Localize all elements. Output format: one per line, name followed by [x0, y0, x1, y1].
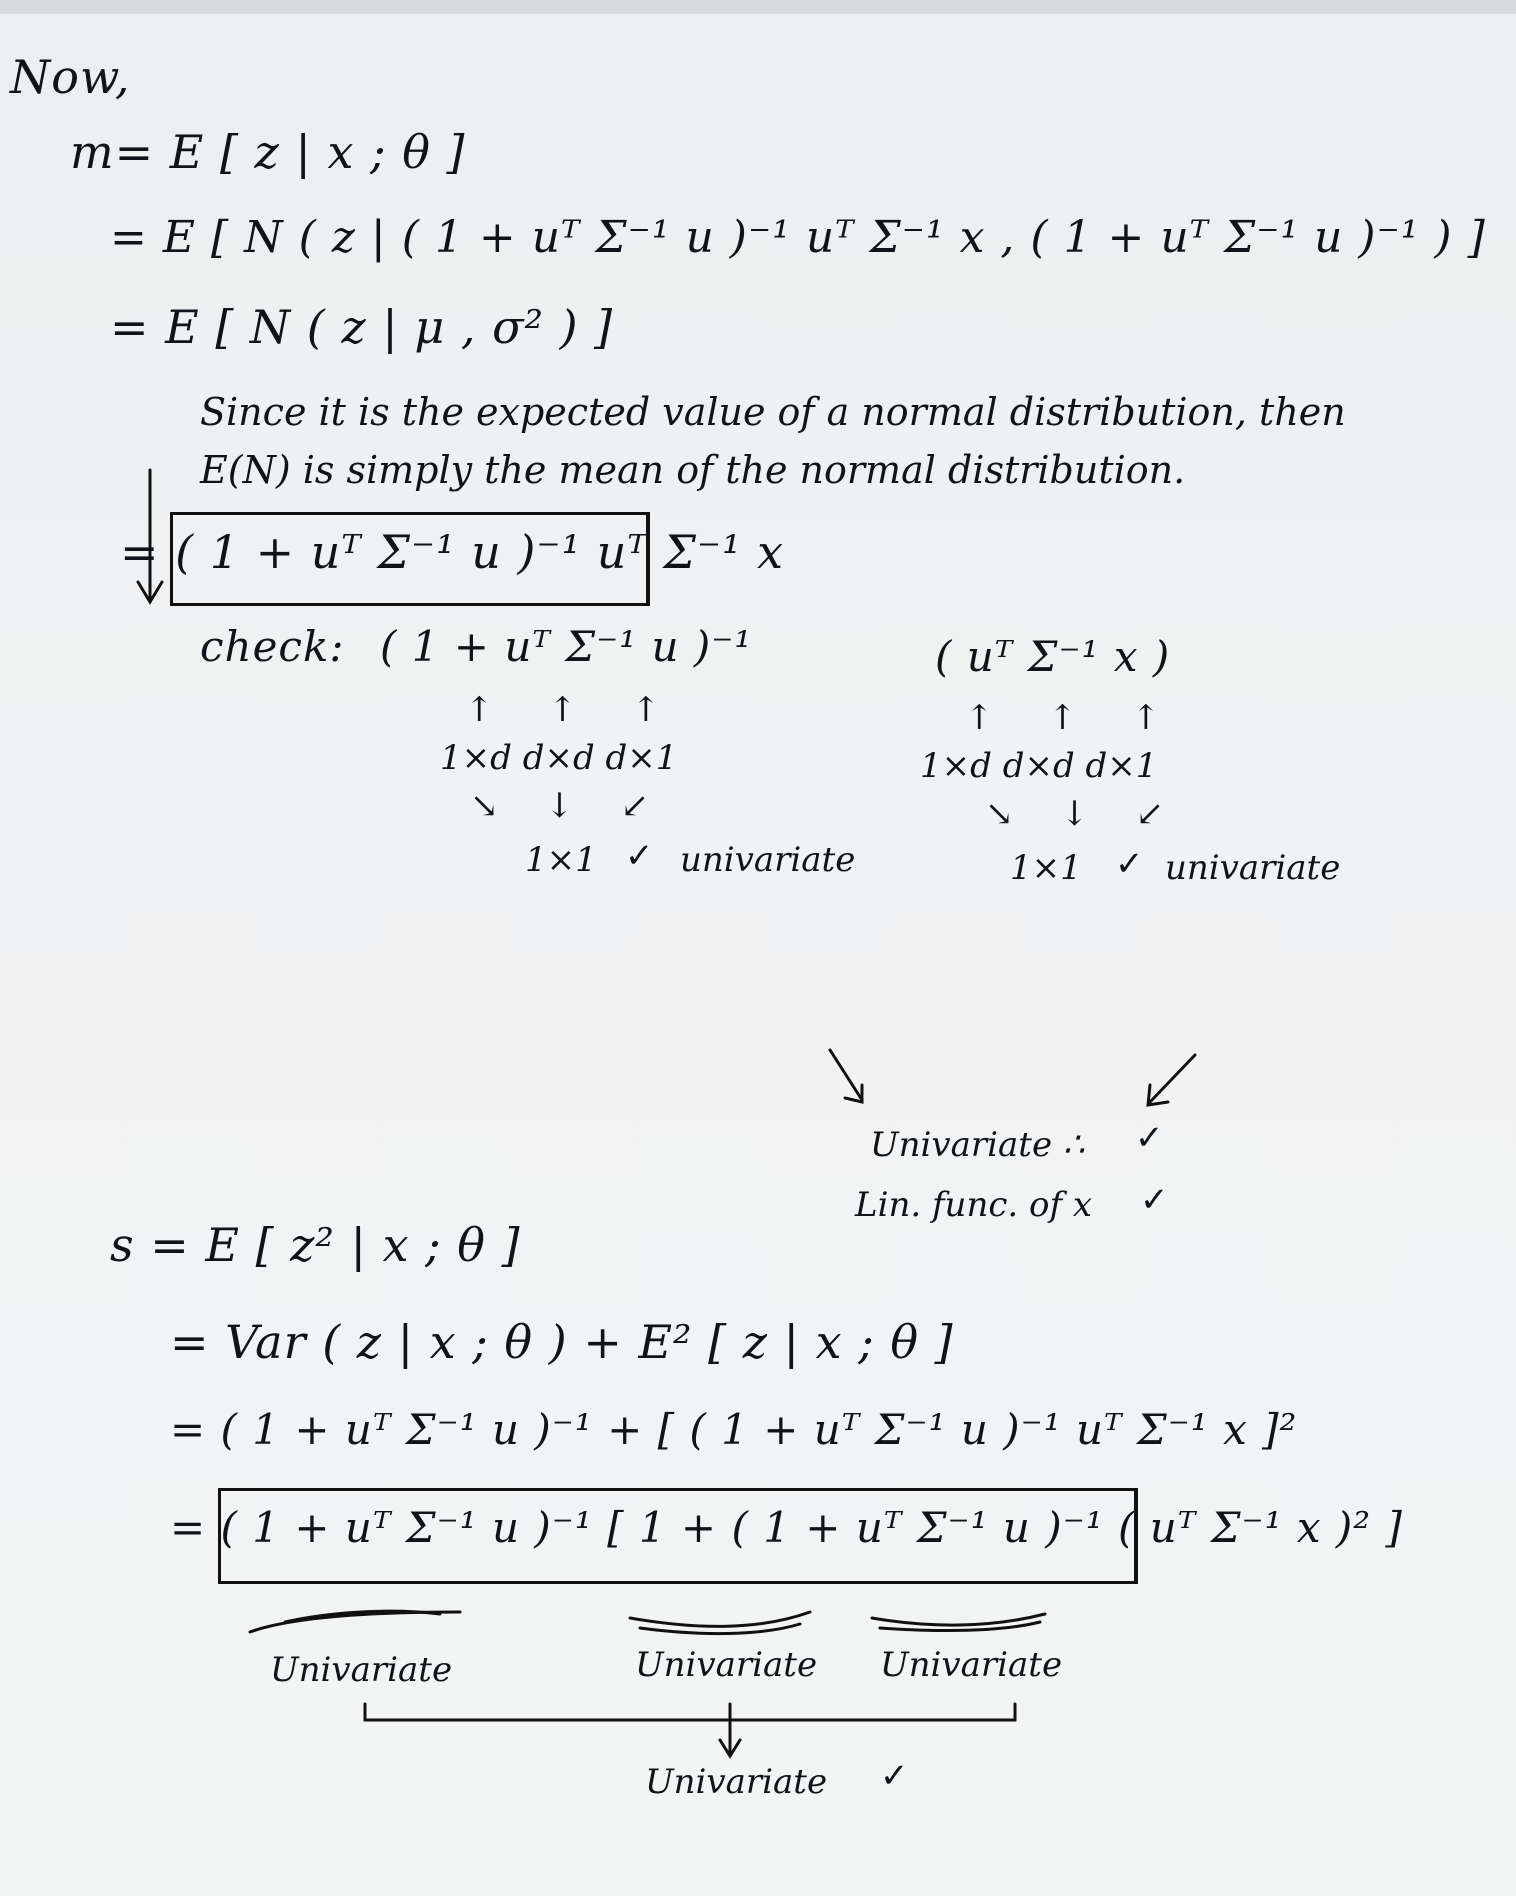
m-definition: m= E [ z | x ; θ ] — [70, 125, 466, 179]
label-univariate-3: Univariate — [880, 1645, 1063, 1685]
conclusion-univariate: Univariate ∴ — [870, 1125, 1085, 1165]
check-right-result: 1×1 — [1010, 848, 1082, 888]
label-univariate-1: Univariate — [270, 1650, 453, 1690]
check-left-check-icon: ✓ — [625, 836, 654, 876]
check-right-expression: ( uᵀ Σ⁻¹ x ) — [935, 632, 1171, 681]
check-left-arrows-up: ↑ ↑ ↑ — [465, 690, 683, 730]
m-boxed-result: = ( 1 + uᵀ Σ⁻¹ u )⁻¹ uᵀ Σ⁻¹ x — [120, 525, 785, 579]
check-label: check: — [200, 622, 345, 671]
s-step-variance: = Var ( z | x ; θ ) + E² [ z | x ; θ ] — [170, 1315, 954, 1369]
m-step-normal-form: = E [ N ( z | ( 1 + uᵀ Σ⁻¹ u )⁻¹ uᵀ Σ⁻¹ x , ( 1 + uᵀ Σ⁻¹ u )⁻¹ ) ] — [110, 212, 1486, 263]
brace-tilde-3 — [872, 1614, 1045, 1625]
check-left-expression: ( 1 + uᵀ Σ⁻¹ u )⁻¹ — [380, 622, 753, 671]
brace-tilde-1 — [250, 1612, 460, 1632]
m-step-mu-sigma: = E [ N ( z | μ , σ² ) ] — [110, 300, 614, 354]
conclusion-univariate-check-icon: ✓ — [1135, 1118, 1164, 1158]
check-left-verdict: univariate — [680, 840, 856, 880]
s-definition: s = E [ z² | x ; θ ] — [110, 1218, 521, 1272]
final-univariate-label: Univariate — [645, 1762, 828, 1802]
right-to-conclusion-arrow-icon — [1150, 1055, 1195, 1102]
explanation-line-2: E(N) is simply the mean of the normal distribution. — [200, 448, 1186, 492]
check-left-dimensions: 1×d d×d d×1 — [440, 738, 678, 778]
intro-heading: Now, — [10, 50, 131, 104]
label-univariate-2: Univariate — [635, 1645, 818, 1685]
s-boxed-result: = ( 1 + uᵀ Σ⁻¹ u )⁻¹ [ 1 + ( 1 + uᵀ Σ⁻¹ u )⁻¹ ( uᵀ Σ⁻¹ x )² ] — [170, 1503, 1403, 1552]
final-check-icon: ✓ — [880, 1756, 909, 1796]
check-right-dimensions: 1×d d×d d×1 — [920, 746, 1158, 786]
s-step-expanded: = ( 1 + uᵀ Σ⁻¹ u )⁻¹ + [ ( 1 + uᵀ Σ⁻¹ u )⁻¹ uᵀ Σ⁻¹ x ]² — [170, 1405, 1298, 1454]
check-left-arrows-down: ↘ ↓ ↙ — [470, 786, 668, 826]
explanation-line-1: Since it is the expected value of a normal distribution, then — [200, 390, 1346, 434]
conclusion-linear-function: Lin. func. of x — [855, 1185, 1093, 1225]
check-right-check-icon: ✓ — [1115, 844, 1144, 884]
check-right-arrows-down: ↘ ↓ ↙ — [985, 794, 1183, 834]
combine-bracket — [365, 1704, 1015, 1720]
check-right-verdict: univariate — [1165, 848, 1341, 888]
conclusion-linear-check-icon: ✓ — [1140, 1180, 1169, 1220]
brace-tilde-2 — [630, 1612, 810, 1626]
left-to-conclusion-arrow-icon — [830, 1050, 862, 1100]
check-left-result: 1×1 — [525, 840, 597, 880]
check-right-arrows-up: ↑ ↑ ↑ — [965, 698, 1183, 738]
